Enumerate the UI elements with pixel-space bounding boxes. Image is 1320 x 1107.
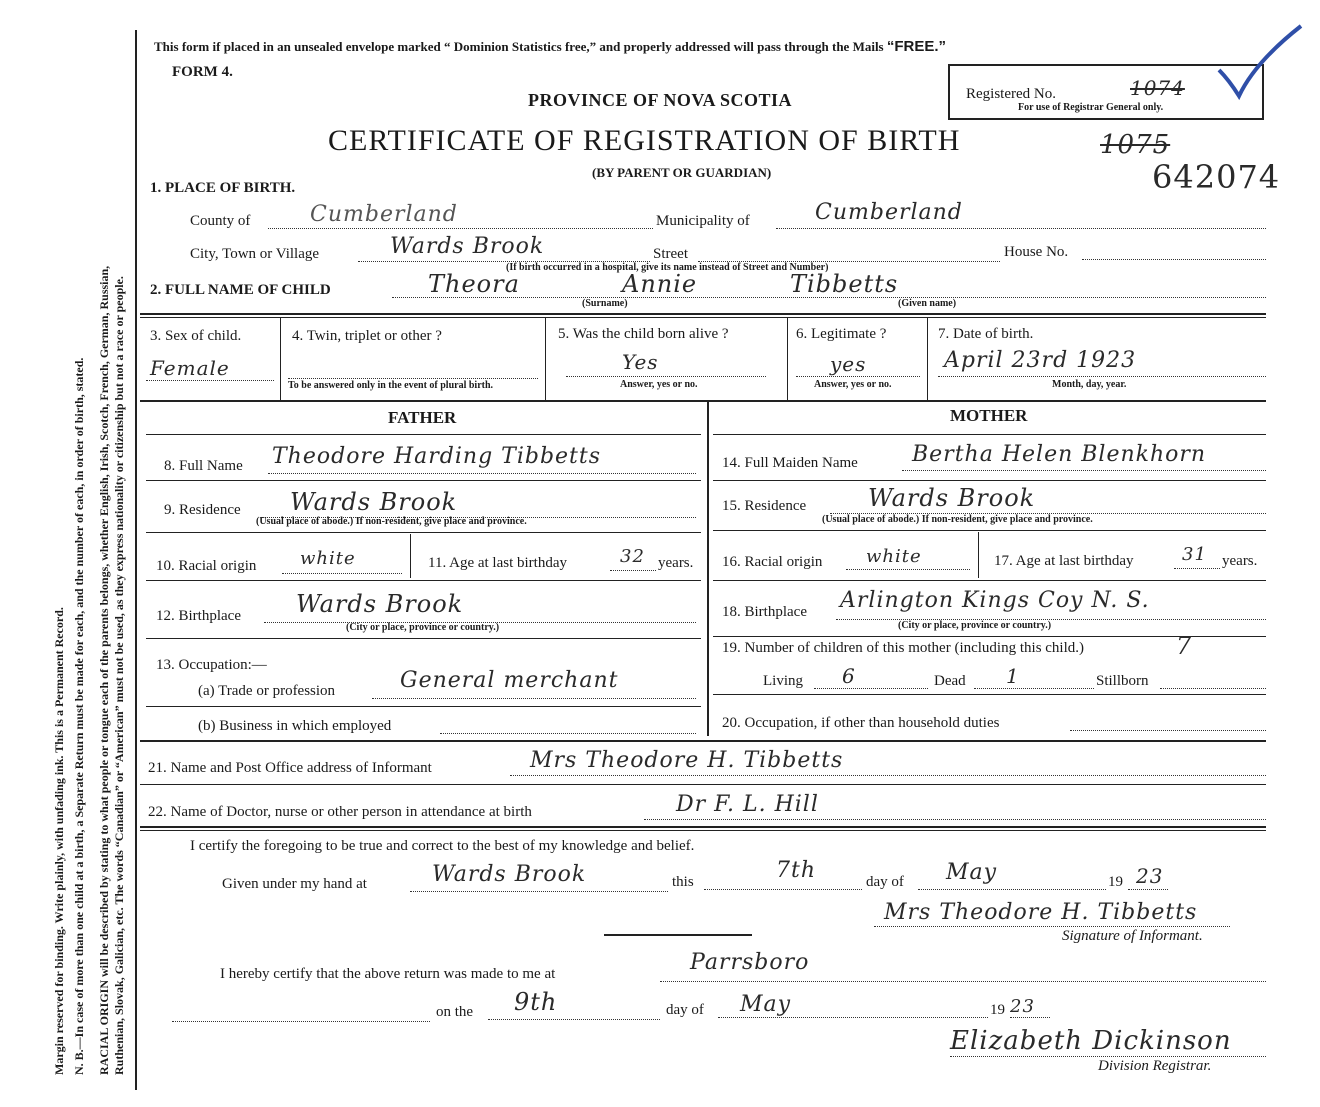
row3-divider-1 (280, 318, 281, 400)
sex-label: 3. Sex of child. (150, 328, 242, 344)
father-birthplace-label: 12. Birthplace (156, 608, 241, 624)
month-line (918, 889, 1106, 890)
row3-divider-2 (545, 318, 546, 400)
row3-top-rule-inner (140, 317, 1266, 318)
father-race-value: white (300, 548, 356, 569)
hospital-note: (If birth occurred in a hospital, give its name instead of Street and Number) (506, 262, 829, 273)
dead-value: 1 (1006, 664, 1020, 688)
father-race-divider (410, 534, 411, 578)
municipality-line (776, 228, 1266, 229)
registrar-signature: Elizabeth Dickinson (950, 1026, 1232, 1056)
day-line (704, 889, 862, 890)
reg-month-line (718, 1017, 988, 1018)
registrar-label: Division Registrar. (1098, 1058, 1212, 1074)
registered-label: Registered No. (966, 86, 1056, 102)
year-suffix: 23 (1136, 864, 1164, 888)
mother-heading: MOTHER (950, 406, 1028, 425)
legitimate-line (796, 376, 920, 377)
house-line (1082, 259, 1266, 260)
margin-note-racial-origin: RACIAL ORIGIN will be described by stating to what people or tongue each of the parents belongs, whether English, Irish, Scotch, French, German, Russian, (97, 265, 111, 1075)
province-title: PROVINCE OF NOVA SCOTIA (528, 90, 793, 110)
mother-birthplace-label: 18. Birthplace (722, 604, 807, 620)
municipality-label: Municipality of (656, 213, 750, 229)
mother-residence-value: Wards Brook (868, 484, 1036, 512)
row22-rule (140, 826, 1266, 828)
father-age-unit: years. (658, 555, 694, 571)
row3-top-rule (140, 313, 1266, 315)
father-age-line (610, 570, 656, 571)
county-label: County of (190, 213, 251, 229)
dead-line (974, 688, 1094, 689)
father-row12-rule (146, 638, 701, 639)
informant-value: Mrs Theodore H. Tibbetts (530, 748, 844, 773)
mother-heading-rule (713, 434, 1266, 435)
sex-line (146, 380, 274, 381)
living-label: Living (763, 673, 803, 689)
mother-name-line (902, 470, 1266, 471)
mail-notice: This form if placed in an unsealed envelope marked “ Dominion Statistics free,” and properly addressed will pass through the Mails “FREE.” (154, 38, 947, 55)
child-given-first: Theora (428, 270, 520, 298)
child-given-second: Annie (622, 270, 698, 298)
mother-name-label: 14. Full Maiden Name (722, 455, 858, 471)
mother-name-value: Bertha Helen Blenkhorn (912, 442, 1207, 467)
registrar-note: For use of Registrar General only. (1018, 102, 1164, 113)
registrar-place-value: Parrsboro (690, 950, 810, 975)
street-label: Street (653, 246, 688, 262)
certify-statement: I certify the foregoing to be true and correct to the best of my knowledge and belief. (190, 838, 695, 854)
margin-note-binding: Margin reserved for binding. Write plainly, with unfading ink. This is a Permanent Record. (52, 607, 66, 1075)
informant-line (510, 775, 1266, 776)
alive-label: 5. Was the child born alive ? (558, 326, 729, 342)
dob-value: April 23rd 1923 (944, 348, 1137, 373)
given-under-label: Given under my hand at (222, 876, 367, 892)
informant-label: 21. Name and Post Office address of Informant (148, 760, 432, 776)
children-count-label: 19. Number of children of this mother (including this child.) (722, 640, 1085, 656)
dob-note: Month, day, year. (1052, 379, 1127, 390)
mail-free: “FREE.” (886, 38, 947, 55)
mother-residence-label: 15. Residence (722, 498, 807, 514)
living-line (814, 688, 928, 689)
registrar-signature-line (950, 1056, 1266, 1057)
mother-race-line (846, 569, 970, 570)
row3-bottom-rule (140, 400, 1266, 402)
mother-race-label: 16. Racial origin (722, 554, 823, 570)
father-age-value: 32 (620, 546, 645, 567)
onthe-lead-line (172, 1021, 430, 1022)
registrar-place-line (660, 981, 1266, 982)
registered-value: 1074 (1130, 76, 1185, 100)
this-label: this (672, 874, 694, 890)
parents-bottom-rule (140, 740, 1266, 742)
alive-value: Yes (622, 350, 659, 374)
form-number: FORM 4. (172, 64, 233, 80)
alive-line (566, 376, 766, 377)
parents-center-divider (707, 402, 709, 736)
mother-occupation-line (1070, 730, 1266, 731)
father-row8-rule (146, 480, 701, 481)
county-value: Cumberland (310, 202, 458, 227)
legitimate-note: Answer, yes or no. (814, 379, 892, 390)
reg-month-value: May (740, 992, 792, 1017)
year-line (1128, 889, 1168, 890)
stillborn-label: Stillborn (1096, 673, 1149, 689)
city-label: City, Town or Village (190, 246, 320, 262)
house-label: House No. (1004, 244, 1069, 260)
surname-note: (Surname) (582, 298, 628, 309)
father-age-label: 11. Age at last birthday (428, 555, 567, 571)
mother-birthplace-value: Arlington Kings Coy N. S. (840, 588, 1150, 613)
mother-row14-rule (713, 480, 1266, 481)
twin-note: To be answered only in the event of plural birth. (288, 380, 494, 391)
form-left-border (135, 30, 137, 1090)
father-birthplace-note: (City or place, province or country.) (346, 622, 500, 633)
father-occupation-label: 13. Occupation:— (156, 657, 267, 673)
certificate-title: CERTIFICATE OF REGISTRATION OF BIRTH (328, 124, 961, 157)
alive-note: Answer, yes or no. (620, 379, 698, 390)
row22-rule-inner (140, 830, 1266, 831)
mother-age-line (1174, 568, 1220, 569)
father-residence-label: 9. Residence (164, 502, 241, 518)
father-residence-note: (Usual place of abode.) If non-resident, give place and province. (256, 516, 527, 527)
doctor-line (644, 819, 1266, 820)
children-count-value: 7 (1176, 632, 1193, 660)
dob-line (938, 376, 1266, 377)
business-label: (b) Business in which employed (198, 718, 392, 734)
child-name-label: 2. FULL NAME OF CHILD (150, 282, 331, 298)
mother-row19-rule (713, 694, 1266, 695)
reg-day-of-label: day of (666, 1002, 704, 1018)
day-value: 7th (776, 858, 817, 883)
row3-divider-4 (927, 318, 928, 400)
mother-age-label: 17. Age at last birthday (994, 553, 1134, 569)
reg-day-line (488, 1019, 660, 1020)
registrar-statement: I hereby certify that the above return was made to me at (220, 966, 556, 982)
reg-year-suffix: 23 (1010, 996, 1035, 1017)
father-heading-rule (146, 434, 701, 435)
living-value: 6 (842, 664, 856, 688)
father-race-label: 10. Racial origin (156, 558, 257, 574)
given-place-value: Wards Brook (432, 862, 587, 887)
mother-age-unit: years. (1222, 553, 1258, 569)
mother-row15-rule (713, 530, 1266, 531)
father-name-value: Theodore Harding Tibbetts (272, 444, 602, 469)
on-the-label: on the (436, 1004, 474, 1020)
dob-label: 7. Date of birth. (938, 326, 1034, 342)
stamp-number: 642074 (1152, 158, 1281, 196)
trade-label: (a) Trade or profession (198, 683, 336, 699)
given-name-note: (Given name) (898, 298, 957, 309)
mother-race-value: white (866, 546, 922, 567)
city-value: Wards Brook (390, 234, 545, 259)
mother-race-divider (978, 532, 979, 578)
certificate-subtitle: (BY PARENT OR GUARDIAN) (592, 165, 772, 180)
trade-line (372, 698, 696, 699)
reg-year-prefix: 19 (990, 1002, 1005, 1018)
county-line (268, 228, 653, 229)
father-row13a-rule (146, 706, 701, 707)
year-prefix: 19 (1108, 874, 1123, 890)
row21-rule (140, 784, 1266, 785)
legitimate-label: 6. Legitimate ? (796, 326, 887, 342)
father-name-line (268, 473, 696, 474)
twin-line (288, 378, 538, 379)
mother-occupation-label: 20. Occupation, if other than household duties (722, 715, 1000, 731)
day-of-label: day of (866, 874, 904, 890)
mother-row16-rule (713, 580, 1266, 581)
father-name-label: 8. Full Name (164, 458, 243, 474)
sex-value: Female (150, 356, 230, 380)
mother-birthplace-note: (City or place, province or country.) (898, 620, 1052, 631)
father-row9-rule (146, 532, 701, 533)
row3-divider-3 (787, 318, 788, 400)
crossed-number: 1075 (1100, 130, 1171, 160)
father-birthplace-value: Wards Brook (296, 590, 464, 618)
father-residence-value: Wards Brook (290, 488, 458, 516)
given-place-line (410, 891, 668, 892)
checkmark-icon (1215, 22, 1305, 107)
signature-line (874, 926, 1230, 927)
mother-residence-note: (Usual place of abode.) If non-resident, give place and province. (822, 514, 1093, 525)
reg-day-value: 9th (514, 988, 558, 1016)
father-heading: FATHER (388, 408, 457, 427)
margin-note-racial-words: Ruthenian, Slovak, Galician, etc. The words “Canadian” or “American” must not be used, as they express nationality or citizenship but not a race or people. (112, 276, 126, 1075)
doctor-value: Dr F. L. Hill (676, 792, 819, 817)
informant-signature: Mrs Theodore H. Tibbetts (884, 900, 1198, 925)
legitimate-value: yes (830, 352, 867, 376)
reg-year-line (1010, 1017, 1050, 1018)
doctor-label: 22. Name of Doctor, nurse or other person in attendance at birth (148, 804, 532, 820)
place-of-birth-label: 1. PLACE OF BIRTH. (150, 180, 296, 196)
margin-note-plural-birth: N. B.—In case of more than one child at a birth, a Separate Return must be made for each, and the number of each, in order of birth, stated. (72, 357, 86, 1075)
separator-line (604, 934, 752, 936)
trade-value: General merchant (400, 668, 619, 693)
twin-label: 4. Twin, triplet or other ? (292, 328, 442, 344)
month-value: May (946, 860, 998, 885)
business-line (440, 733, 696, 734)
stillborn-line (1160, 688, 1266, 689)
father-race-line (282, 573, 402, 574)
father-row10-rule (146, 580, 701, 581)
municipality-value: Cumberland (815, 200, 963, 225)
child-surname: Tibbetts (790, 270, 899, 298)
dead-label: Dead (934, 673, 966, 689)
mother-age-value: 31 (1182, 544, 1207, 565)
signature-label: Signature of Informant. (1062, 928, 1203, 944)
